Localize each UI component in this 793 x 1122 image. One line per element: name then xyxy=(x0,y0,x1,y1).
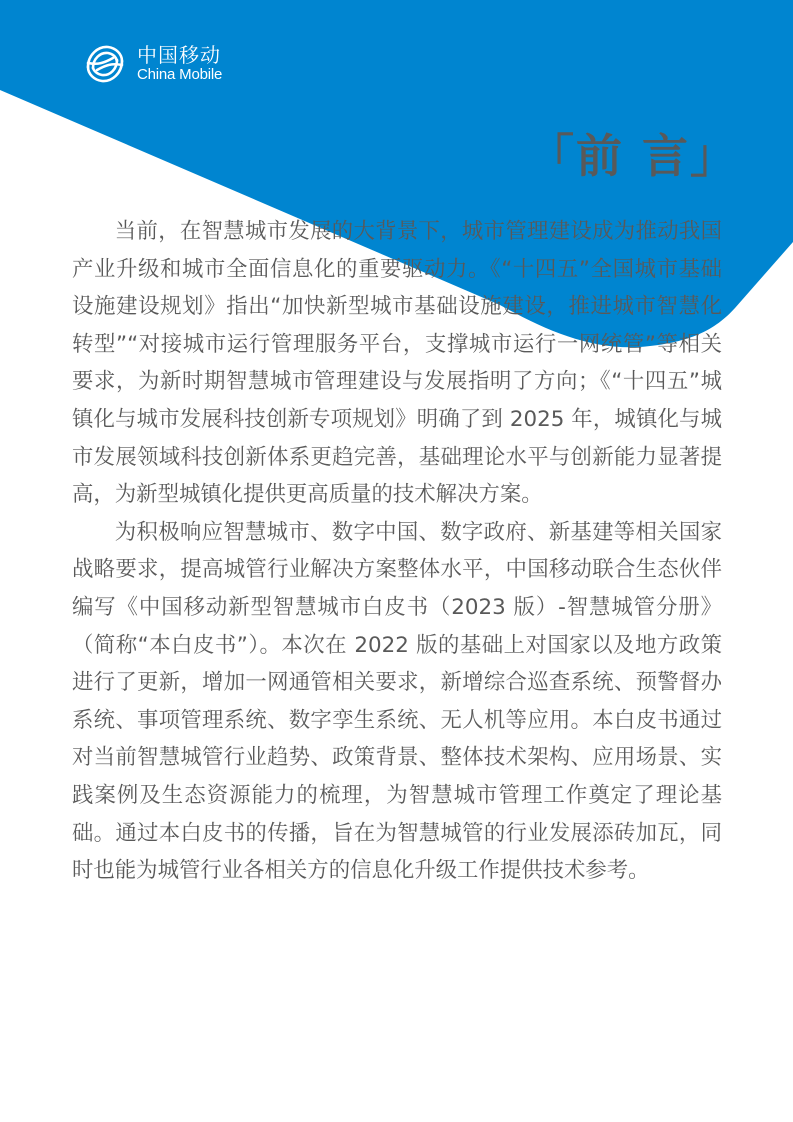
preface-body xyxy=(72,213,722,890)
paragraph-1: 当前，在智慧城市发展的大背景下，城市管理建设成为推动我国产业升级和城市全面信息化的重要驱动力。《“十四五”全国城市基础设施建设规划》指出“加快新型城市基础设施建设，推进城市智慧化转型”“对接城市运行管理服务平台，支撑城市运行一网统管”等相关要求，为新时期智慧城市管理建设与发展指明了方向；《“十四五”城镇化与城市发展科技创新专项规划》明确了到 2025 年，城镇化与城市发展领域科技创新体系更趋完善，基础理论水平与创新能力显著提高，为新型城镇化提供更高质量的技术解决方案。 xyxy=(72,219,722,508)
brand-name xyxy=(137,44,222,84)
page-title: 「前 言」 xyxy=(528,129,739,183)
brand-name-en: China Mobile xyxy=(137,66,223,83)
paragraph-2: 为积极响应智慧城市、数字中国、数字政府、新基建等相关国家战略要求，提高城管行业解决方案整体水平，中国移动联合生态伙伴编写《中国移动新型智慧城市白皮书（2023 版）-智慧城管分册》（简称“本白皮书”）。本次在 2022 版的基础上对国家以及地方政策进行了更新，增加一网通管相关要求，新增综合巡查系统、预警督办系统、事项管理系统、数字孪生系统、无人机等应用。本白皮书通过对当前智慧城管行业趋势、政策背景、整体技术架构、应用场景、实践案例及生态资源能力的梳理，为智慧城市管理工作奠定了理论基础。通过本白皮书的传播，旨在为智慧城管的行业发展添砖加瓦，同时也能为城管行业各相关方的信息化升级工作提供技术参考。 xyxy=(72,519,722,884)
china-mobile-logo-icon xyxy=(82,41,128,87)
brand-name-cn: 中国移动 xyxy=(137,43,221,67)
brand-logo xyxy=(82,41,222,87)
